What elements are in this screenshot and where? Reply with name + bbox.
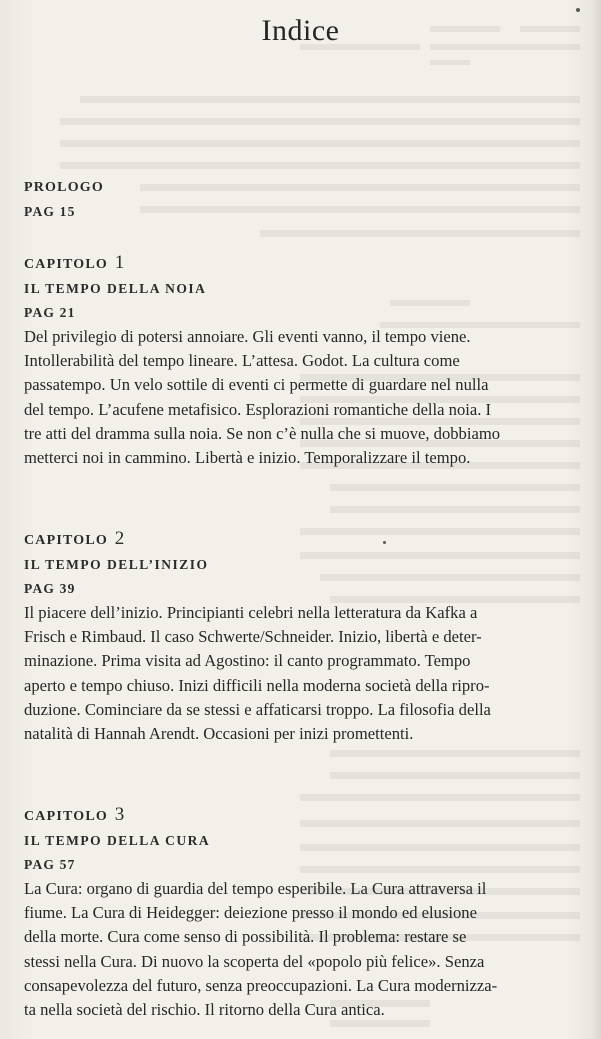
chapter-description: Del privilegio di potersi annoiare. Gli eventi vanno, il tempo viene. Intollerabilità del tempo lineare. L’attesa. Godot. La cultura come passatempo. Un velo sottile di eventi ci permette di guardare nel nulla del tempo. L’acufene metafisico. Esplorazioni romantiche della noia. I tre atti del dramma sulla noia. Se non c’è nulla che si muove, dobbiamo metterci noi in cammino. Libertà e inizio. Temporalizzare il tempo. [24, 327, 501, 468]
chapter-description: La Cura: organo di guardia del tempo esperibile. La Cura attraversa il fiume. La Cura di Heidegger: deiezione presso il mondo ed elusione della morte. Cura come senso di possibilità. Il problema: restare se stessi nella Cura. Di nuovo la scoperta del «popolo più felice». Senza consapevolezza del futuro, senza preoccupazioni. La Cura modernizza- ta nella società del rischio. Il ritorno della Cura antica. [24, 879, 498, 1020]
chapter-1-entry [24, 251, 596, 470]
chapter-label: CAPITOLO [24, 257, 109, 272]
paper-speck [576, 8, 580, 12]
chapter-heading [24, 251, 596, 277]
chapter-heading [24, 527, 596, 553]
chapter-2-entry [24, 527, 596, 746]
chapter-page: PAG 57 [24, 857, 76, 872]
chapter-subtitle: IL TEMPO DELLA CURA [24, 833, 211, 848]
page-edge-shadow [591, 0, 601, 1039]
chapter-number: 2 [114, 528, 125, 549]
prologue-page: PAG 15 [24, 204, 76, 219]
page-title: Indice [261, 14, 340, 47]
chapter-label: CAPITOLO [24, 809, 109, 824]
chapter-number: 3 [114, 804, 125, 825]
chapter-subtitle: IL TEMPO DELL’INIZIO [24, 557, 209, 572]
chapter-3-entry [24, 803, 596, 1022]
chapter-heading [24, 803, 596, 829]
paper-speck [383, 541, 386, 544]
chapter-number: 1 [114, 252, 125, 273]
chapter-description: Il piacere dell’inizio. Principianti celebri nella letteratura da Kafka a Frisch e Rimbaud. Il caso Schwerte/Schneider. Inizio, libertà e deter- minazione. Prima visita ad Agostino: il canto programmato. Tempo aperto e tempo chiuso. Inizi difficili nella moderna società della ripro- duzione. Cominciare da se stessi e affaticarsi troppo. La filosofia della natalità di Hannah Arendt. Occasioni per inizi promettenti. [24, 603, 491, 744]
prologue-entry [24, 176, 596, 224]
chapter-page: PAG 21 [24, 305, 76, 320]
chapter-label: CAPITOLO [24, 533, 109, 548]
chapter-page: PAG 39 [24, 581, 76, 596]
chapter-subtitle: IL TEMPO DELLA NOIA [24, 281, 207, 296]
prologue-label: PROLOGO [24, 180, 104, 195]
